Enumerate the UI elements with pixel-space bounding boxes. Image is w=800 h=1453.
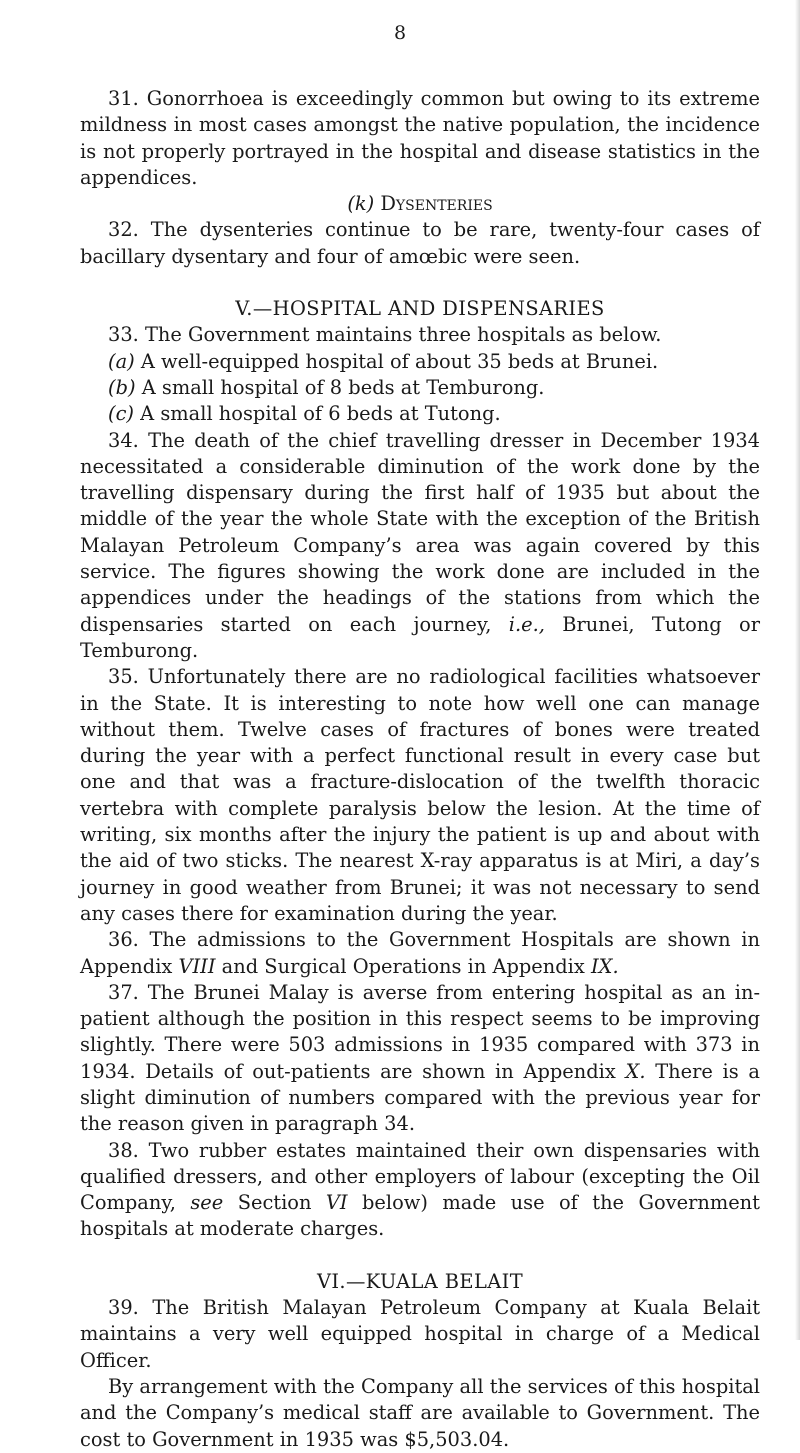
paragraph-38 (80, 1138, 760, 1243)
section-heading-kuala-belait: VI.—KUALA BELAIT (316, 1269, 524, 1293)
page-number: 8 (393, 22, 407, 44)
paragraph-31: 31. Gonorrhoea is exceedingly common but owing to its extreme mildness in most cases amongst the native population, the incidence is not properly portrayed in the hospital and disease statistics in the appendices. (80, 87, 760, 189)
p38-text-c: below) made use of the Government hospitals at moderate charges. (80, 1191, 760, 1241)
list-item-c (80, 401, 760, 427)
p36-text-b: and Surgical Operations in Appendix (221, 954, 585, 978)
paragraph-37 (80, 980, 760, 1138)
page-edge-shadow (795, 0, 800, 1340)
p34-text-a: 34. The death of the chief travelling dresser in December 1934 necessitated a considerable diminution of the work done by the travelling dispensary during the first half of 1935 but about the middle of the year the whole State with the exception of the British Malayan Petroleum Company’s area was again covered by this service. The figures showing the work done are included in the appendices under the headings of the stations from which the dispensaries started on each journey, (80, 428, 760, 636)
paragraph-39: 39. The British Malayan Petroleum Company at Kuala Belait maintains a very well equipped hospital in charge of a Medical Officer. (80, 1296, 760, 1372)
paragraph-36 (80, 927, 760, 980)
section-heading-hospital: V.—HOSPITAL AND DISPENSARIES (235, 297, 605, 321)
paragraph-39-continued: By arrangement with the Company all the services of this hospital and the Company’s medical staff are available to Government. The cost to Government in 1935 was $5,503.04. (80, 1374, 760, 1451)
p37-text-a: 37. The Brunei Malay is averse from entering hospital as an in-patient although the position in this respect seems to be improving slightly. There were 503 admissions in 1935 compared with 373 in 1934. Details of out-patients are shown in Appendix (80, 980, 760, 1083)
list-label-c: (c) (108, 402, 134, 426)
list-label-a: (a) (108, 349, 135, 373)
paragraph-34 (80, 428, 760, 665)
p37-text-b: There is a slight diminution of numbers compared with the previous year for the reason given in paragraph 34. (80, 1059, 760, 1136)
list-item-a (80, 349, 760, 375)
p36-appendix-viii: VIII (178, 954, 216, 978)
spacer (80, 270, 760, 296)
p37-appendix-x: X. (625, 1059, 646, 1083)
p38-section-vi: VI (325, 1191, 348, 1215)
p36-text-a: 36. The admissions to the Government Hospitals are shown in Appendix (80, 928, 760, 978)
p34-text-b: Brunei, Tutong or Temburong. (80, 612, 760, 662)
list-item-b (80, 375, 760, 401)
p38-text-a: 38. Two rubber estates maintained their own dispensaries with qualified dressers, and other employers of labour (excepting the Oil Company, (80, 1138, 760, 1215)
p36-appendix-ix: IX. (591, 954, 619, 978)
p34-ie: i.e., (508, 612, 545, 636)
subheading-letter: (k) (347, 192, 375, 216)
list-text-b: A small hospital of 8 beds at Temburong. (141, 375, 545, 399)
paragraph-33: 33. The Government maintains three hospitals as below. (108, 323, 662, 347)
text-column (80, 86, 760, 1453)
paragraph-35: 35. Unfortunately there are no radiological facilities whatsoever in the State. It is interesting to note how well one can manage without them. Twelve cases of fractures of bones were treated during the year with a perfect functional result in every case but one and that was a fracture-dislocation of the twelfth thoracic vertebra with complete paralysis below the lesion. At the time of writing, six months after the injury the patient is up and about with the aid of two sticks. The nearest X-ray apparatus is at Miri, a day’s journey in good weather from Brunei; it was not necessary to send any cases there for examination during the year. (80, 665, 760, 925)
subheading-dysenteries (80, 191, 760, 217)
list-text-c: A small hospital of 6 beds at Tutong. (140, 402, 501, 426)
p38-see: see (190, 1191, 224, 1215)
p38-text-b: Section (237, 1191, 312, 1215)
paragraph-32: 32. The dysenteries continue to be rare, twenty-four cases of bacillary dysentary and four of amœbic were seen. (80, 218, 760, 268)
spacer (80, 1243, 760, 1269)
list-label-b: (b) (108, 375, 136, 399)
subheading-title: Dysenteries (380, 192, 493, 216)
list-text-a: A well-equipped hospital of about 35 beds at Brunei. (140, 349, 659, 373)
